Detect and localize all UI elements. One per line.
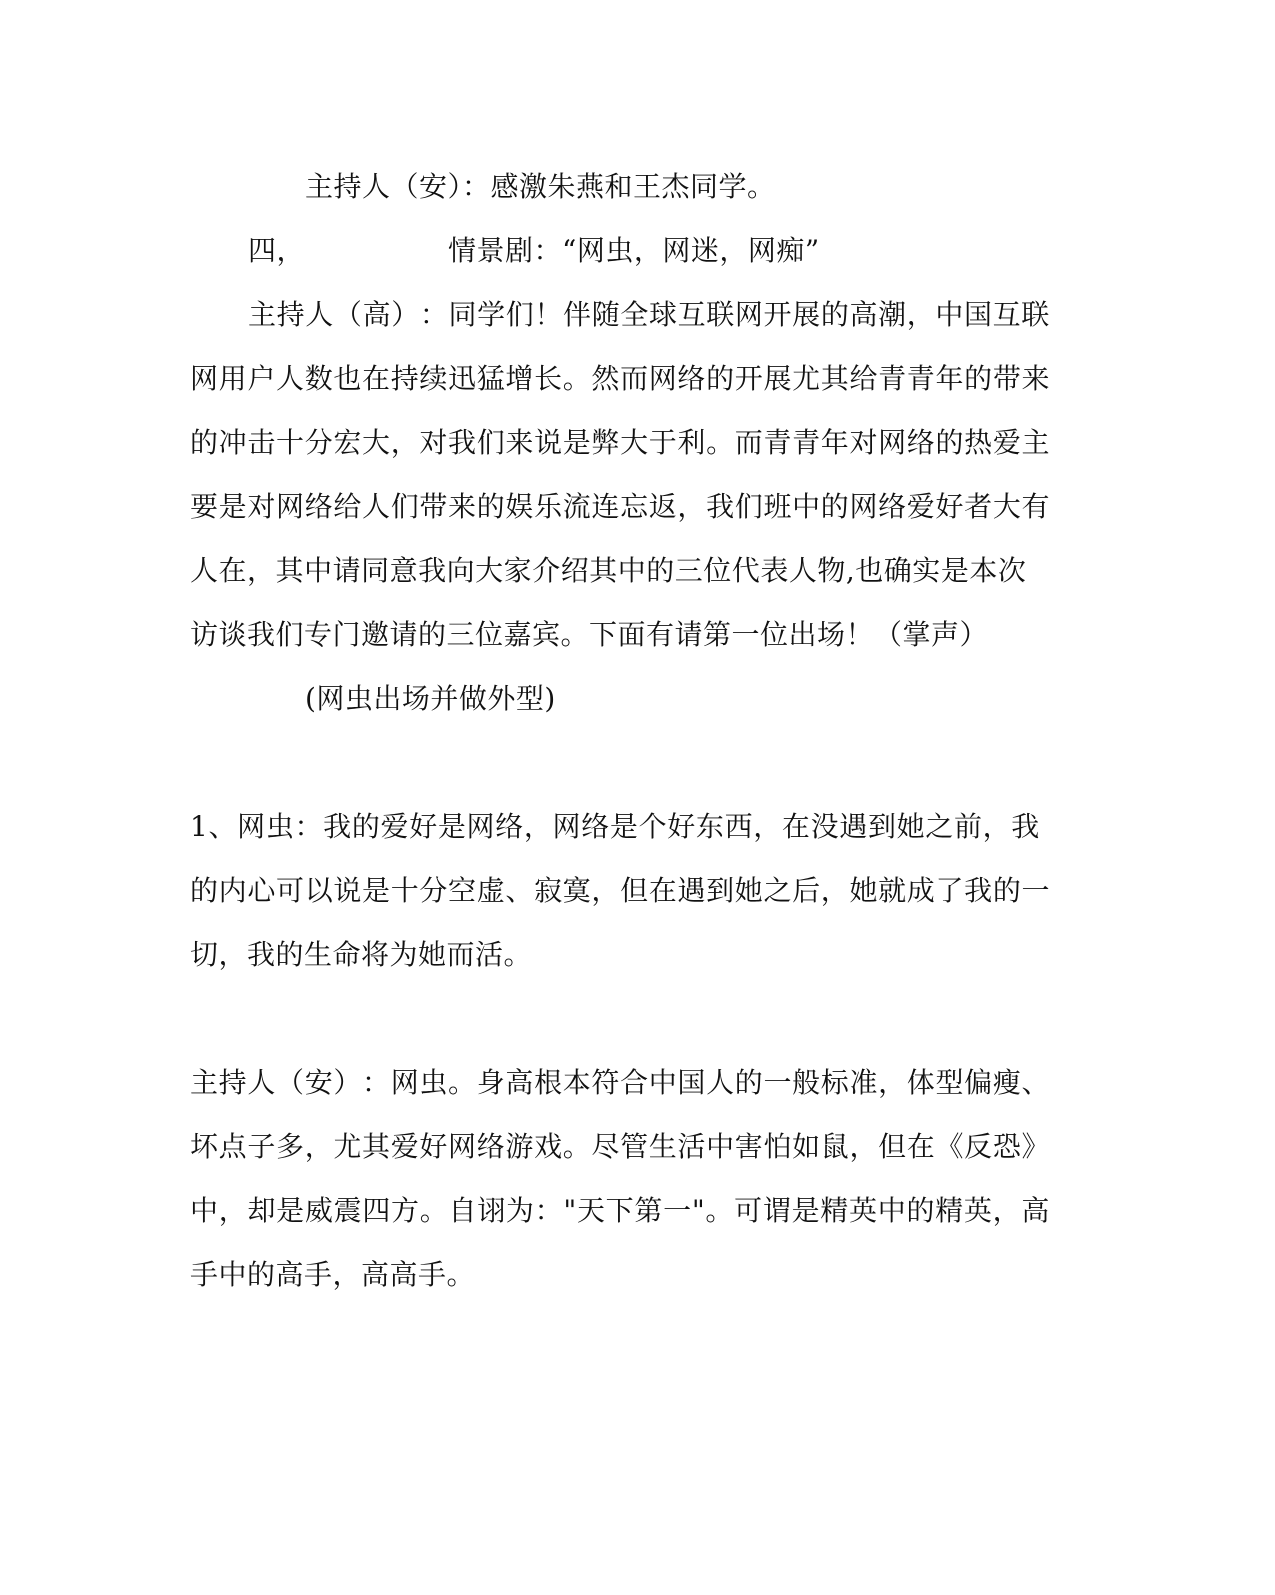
text-line: 的 内 心 可 以 说 是 十 分 空 虚 、 寂 寞 ， 但 在 遇 到 她 之 后 ， 她 就 成 了 我 的 一 bbox=[190, 874, 1050, 907]
text-line: 坏 点 子 多 ， 尤 其 爱 好 网 络 游 戏 。 尽 管 生 活 中 害 怕 如 鼠 ， 但 在 《 反 恐 》 bbox=[190, 1130, 1050, 1163]
text-line: 1 、 网 虫 ： 我 的 爱 好 是 网 络 ， 网 络 是 个 好 东 西 ， 在 没 遇 到 她 之 前 ， 我 bbox=[190, 810, 1040, 843]
text-line: 访谈我们专门邀请的三位嘉宾。下面有请第一位出场！（掌声） bbox=[190, 618, 989, 651]
section-number: 四， bbox=[248, 234, 306, 267]
text-line: 主持人（安）：感激朱燕和王杰同学。 bbox=[305, 170, 776, 203]
stage-direction: (网虫出场并做外型) bbox=[305, 682, 556, 715]
paragraph-host-thanks bbox=[305, 167, 776, 207]
section-title: 情景剧：“网虫，网迷，网痴” bbox=[448, 234, 820, 267]
text-line: 要 是 对 网 络 给 人 们 带 来 的 娱 乐 流 连 忘 返 ， 我 们 班 中 的 网 络 爱 好 者 大 有 bbox=[190, 490, 1050, 523]
text-line: 网 用 户 人 数 也 在 持 续 迅 猛 增 长 。 然 而 网 络 的 开 展 尤 其 给 青 青 年 的 带 来 bbox=[190, 362, 1050, 395]
text-line: 切，我的生命将为她而活。 bbox=[190, 938, 533, 971]
text-line: 主 持 人 （ 高 ） ： 同 学 们 ！ 伴 随 全 球 互 联 网 开 展 的 高 潮 ， 中 国 互 联 bbox=[248, 298, 1050, 331]
text-line: 手中的高手，高高手。 bbox=[190, 1258, 476, 1291]
text-line: 主 持 人 （ 安 ） ： 网 虫 。 身 高 根 本 符 合 中 国 人 的 一 般 标 准 ， 体 型 偏 瘦 、 bbox=[190, 1066, 1050, 1099]
text-line: 人 在 ， 其 中 请 同 意 我 向 大 家 介 绍 其 中 的 三 位 代 表 人 物 , 也 确 实 是 本 次 bbox=[190, 554, 1027, 587]
text-line: 的 冲 击 十 分 宏 大 ， 对 我 们 来 说 是 弊 大 于 利 。 而 青 青 年 对 网 络 的 热 爱 主 bbox=[190, 426, 1050, 459]
text-line: 中 ， 却 是 威 震 四 方 。 自 诩 为 ： " 天 下 第 一 " 。 可 谓 是 精 英 中 的 精 英 ， 高 bbox=[190, 1194, 1050, 1227]
